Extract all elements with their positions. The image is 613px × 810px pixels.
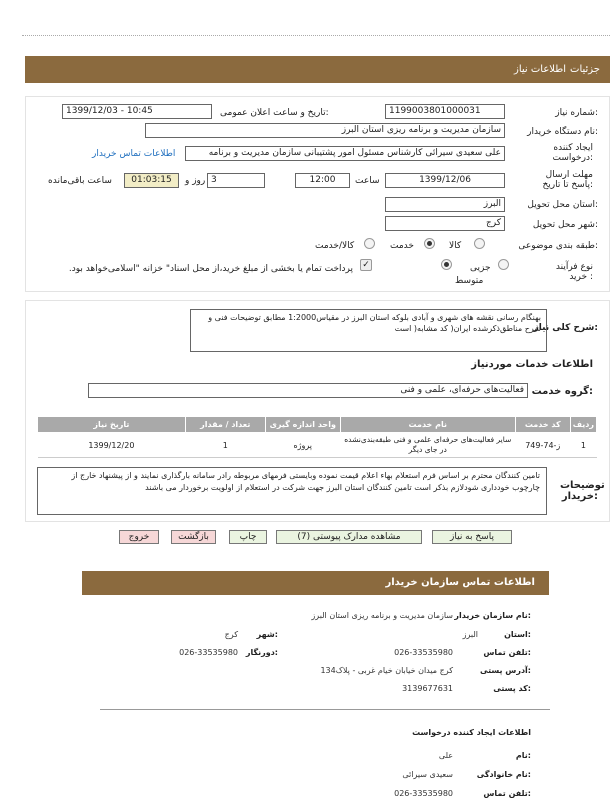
days-field: 3 xyxy=(207,173,265,188)
province-field: البرز xyxy=(385,197,505,212)
table-row xyxy=(38,433,597,458)
deadline-time-label: ساعت xyxy=(355,176,380,186)
creator-family-label: نام خانوادگی: xyxy=(476,770,531,779)
category-radio-goods[interactable] xyxy=(474,238,485,249)
payment-checkbox[interactable]: ✓ xyxy=(360,259,372,271)
buyer-label: نام دستگاه خریدار: xyxy=(527,127,598,137)
tab-details[interactable]: جزئیات xyxy=(570,64,600,75)
need-number-label: شماره نیاز: xyxy=(555,108,598,118)
creator-phone-value: 026-33535980 xyxy=(394,789,453,798)
contact-postal-value: 3139677631 xyxy=(402,684,453,693)
services-title: اطلاعات خدمات موردنیاز xyxy=(471,359,593,370)
col-header-need-date: تاریخ نیاز xyxy=(38,417,186,433)
cell-service-name: سایر فعالیت‌های حرفه‌ای علمی و فنی طبقه‌بندی‌نشده در جای دیگر xyxy=(340,433,515,458)
top-divider xyxy=(22,35,610,36)
cell-quantity: 1 xyxy=(185,433,265,458)
announce-label: تاریخ و ساعت اعلان عمومی: xyxy=(220,108,329,118)
payment-note: پرداخت تمام یا بخشی از مبلغ خرید،از محل اسناد" خزانه "اسلامی‌خواهد بود. xyxy=(68,264,353,274)
category-label: طبقه بندی موضوعی: xyxy=(518,241,598,251)
cell-unit: پروژه xyxy=(265,433,340,458)
cell-service-code: ز-74-749 xyxy=(515,433,570,458)
summary-text: بهنگام رسانی نقشه های شهری و آبادی بلوکه استان البرز در مقیاس1:2000 مطابق توضیحات فنی و شرح مناطق‌ذکرشده ایران( کد مشابه( است xyxy=(190,309,547,352)
creator-name-label: نام: xyxy=(515,751,531,760)
col-header-service-code: کد خدمت xyxy=(515,417,570,433)
process-radio-medium[interactable] xyxy=(441,259,452,270)
col-header-row-number: ردیف xyxy=(570,417,596,433)
contact-title: اطلاعات تماس سازمان خریدار xyxy=(385,577,535,588)
creator-label: ایجاد کننده درخواست: xyxy=(552,143,593,163)
tab-need-info[interactable]: اطلاعات نیاز xyxy=(514,64,566,75)
contact-phone-value: 026-33535980 xyxy=(394,648,453,657)
category-radio-both[interactable] xyxy=(364,238,375,249)
category-both-label: کالا/خدمت xyxy=(315,241,355,251)
creator-field: علی سعیدی سیرائی کارشناس مسئول امور پشتیبانی سازمان مدیریت و برنامه xyxy=(185,146,505,161)
contact-org-label: نام سازمان خریدار: xyxy=(454,611,531,620)
creator-name-value: علی xyxy=(438,751,453,760)
process-label: نوع فرآیند خرید : xyxy=(555,262,593,282)
deadline-date-field: 1399/12/06 xyxy=(385,173,505,188)
deadline-label: مهلت ارسال پاسخ تا تاریخ: xyxy=(542,170,593,190)
process-medium-label: متوسط xyxy=(455,276,484,286)
creator-info-title: اطلاعات ایجاد کننده درخواست xyxy=(412,728,531,737)
buyer-field: سازمان مدیریت و برنامه ریزی استان البرز xyxy=(145,123,505,138)
contact-address-label: آدرس پستی: xyxy=(480,666,531,675)
col-header-quantity: تعداد / مقدار xyxy=(185,417,265,433)
category-goods-label: کالا xyxy=(449,241,462,251)
contact-province-label: استان: xyxy=(504,630,531,639)
creator-phone-label: تلفن تماس: xyxy=(483,789,531,798)
province-label: استان محل تحویل: xyxy=(527,200,598,210)
category-radio-service[interactable] xyxy=(424,238,435,249)
city-field: کرج xyxy=(385,216,505,231)
city-label: شهر محل تحویل: xyxy=(532,220,598,230)
buyer-notes-text: تامین کنندگان محترم بر اساس فرم استعلام بهاء اعلام قیمت نموده وبایستی فرمهای مربوطه رادر سامانه بارگذاری نمایند و از پیشنهاد خارج از چارچوب خودداری شودلازم بذکر است تامین کنندگان استان البرز جهت شرکت در استعلام از اولویت برخوردار می باشند xyxy=(37,467,547,515)
need-number-field: 1199003801000031 xyxy=(385,104,505,119)
buyer-contact-link[interactable]: اطلاعات تماس خریدار xyxy=(92,149,176,159)
remaining-time-field: 01:03:15 xyxy=(124,173,179,188)
page-header xyxy=(25,56,610,83)
announce-field: 1399/12/03 - 10:45 xyxy=(62,104,212,119)
days-label: روز و xyxy=(185,176,206,186)
cell-row-number: 1 xyxy=(570,433,596,458)
contact-province-value: البرز xyxy=(462,630,478,639)
contact-divider xyxy=(100,709,550,710)
services-table xyxy=(37,416,597,458)
buyer-notes-label: توضیحات خریدار: xyxy=(560,480,605,502)
print-button[interactable]: چاپ xyxy=(229,530,267,544)
remaining-label: ساعت باقی‌مانده xyxy=(48,176,112,186)
service-group-label: گروه خدمت: xyxy=(531,386,593,397)
col-header-service-name: نام خدمت xyxy=(340,417,515,433)
contact-phone-label: تلفن تماس: xyxy=(483,648,531,657)
creator-family-value: سعیدی سیرائی xyxy=(402,770,453,779)
contact-fax-label: دورنگار: xyxy=(245,648,278,657)
reply-button[interactable]: پاسخ به نیاز xyxy=(432,530,512,544)
contact-postal-label: کد پستی: xyxy=(493,684,531,693)
table-header-row xyxy=(38,417,597,433)
cell-need-date: 1399/12/20 xyxy=(38,433,186,458)
contact-org-value: سازمان مدیریت و برنامه ریزی استان البرز xyxy=(311,611,453,620)
summary-label: شرح کلی نیاز: xyxy=(533,323,598,333)
contact-header xyxy=(82,571,549,595)
exit-button[interactable]: خروج xyxy=(119,530,159,544)
contact-address-value: کرج میدان خیابان خیام غربی - پلاک134 xyxy=(320,666,453,675)
contact-city-value: کرج xyxy=(224,630,238,639)
deadline-time-field: 12:00 xyxy=(295,173,350,188)
category-service-label: خدمت xyxy=(390,241,414,251)
col-header-unit: واحد اندازه گیری xyxy=(265,417,340,433)
service-group-field: فعالیت‌های حرفه‌ای، علمی و فنی xyxy=(88,383,528,398)
back-button[interactable]: بازگشت xyxy=(171,530,216,544)
contact-city-label: شهر: xyxy=(256,630,278,639)
process-radio-minor[interactable] xyxy=(498,259,509,270)
contact-fax-value: 026-33535980 xyxy=(179,648,238,657)
attachments-button[interactable]: مشاهده مدارک پیوستی (7) xyxy=(276,530,422,544)
process-minor-label: جزیی xyxy=(470,263,491,273)
